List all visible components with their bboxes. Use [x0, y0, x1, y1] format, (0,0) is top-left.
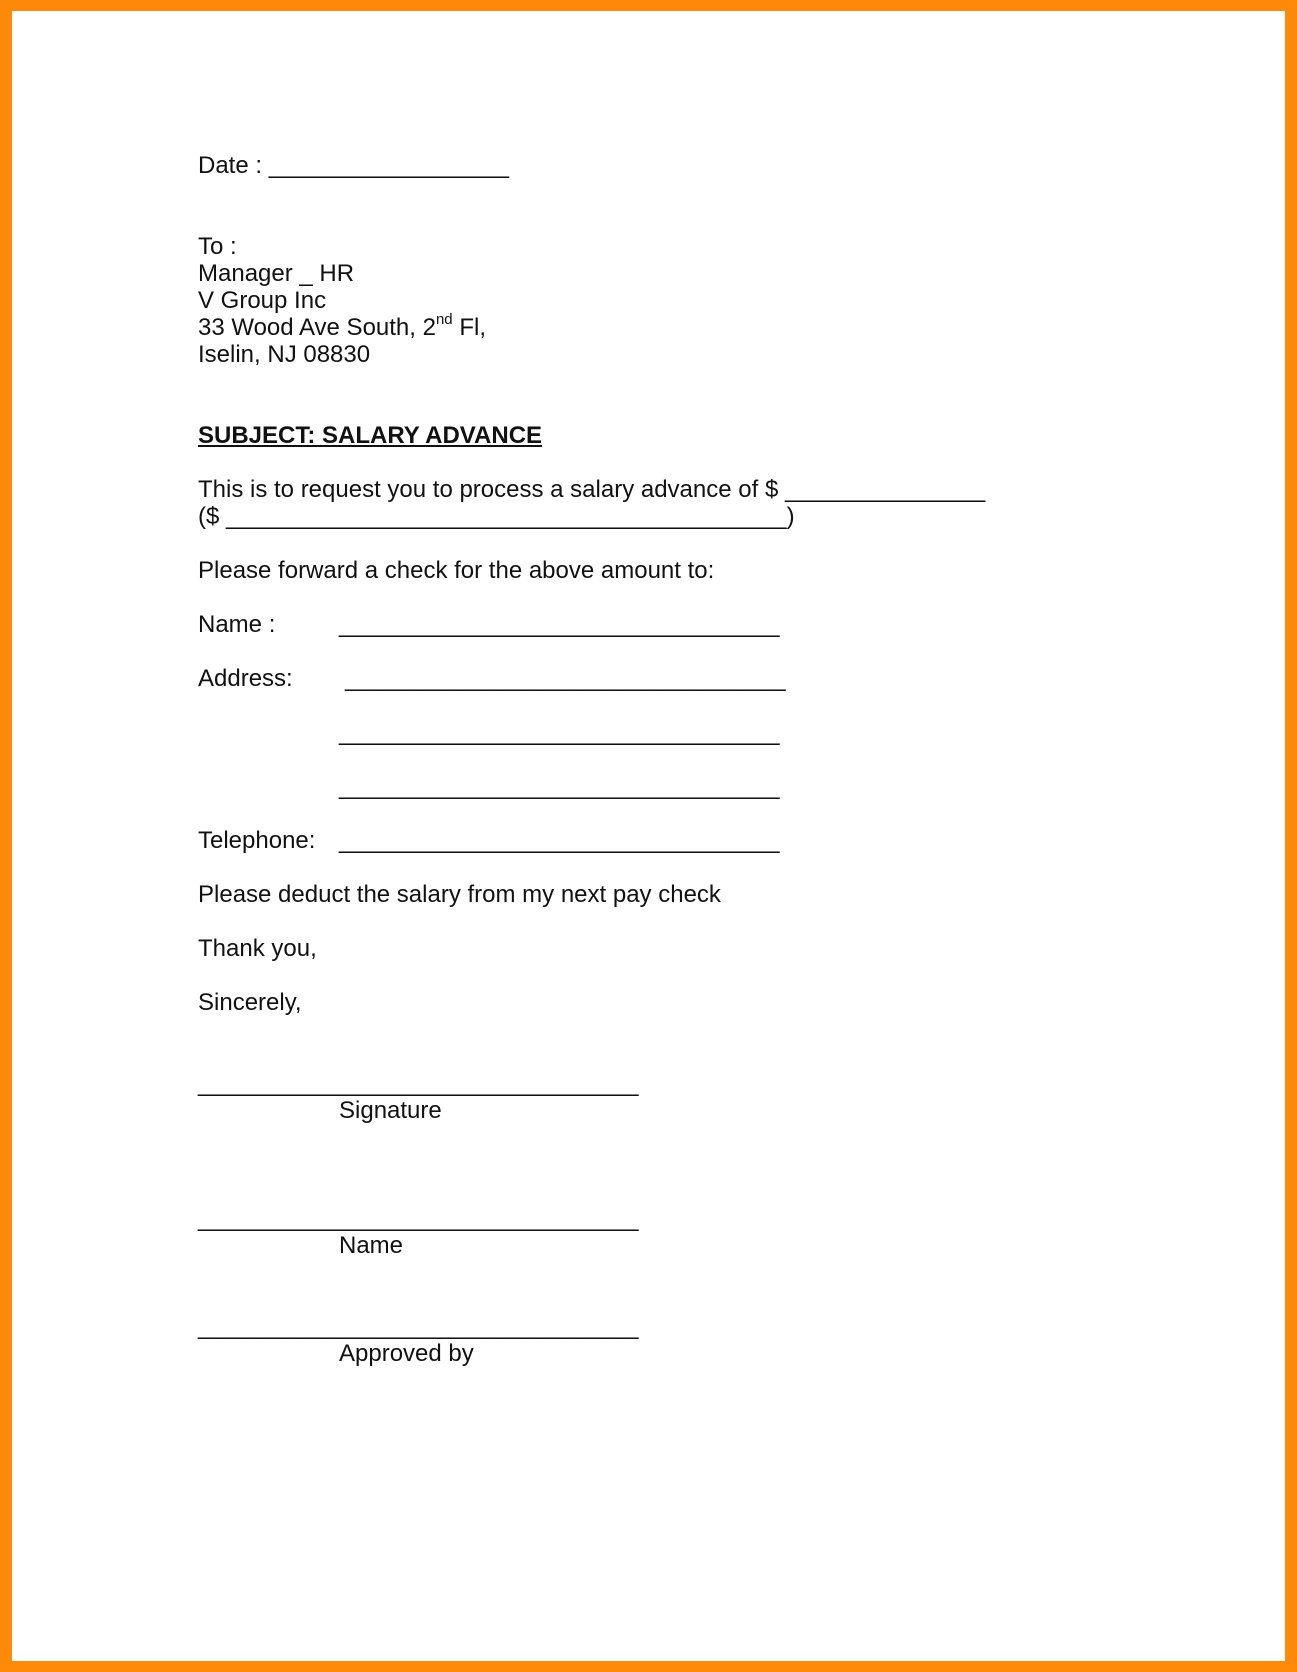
approval-blank: _________________________________ — [198, 1313, 639, 1340]
request-amount-words: ($ __________________________________________) — [198, 503, 795, 530]
address-blank-2: _________________________________ — [339, 719, 780, 746]
recipient-street — [198, 311, 486, 342]
telephone-label: Telephone: — [198, 827, 316, 854]
address-label: Address: — [198, 665, 293, 692]
approval-caption: Approved by — [339, 1340, 474, 1367]
to-label: To : — [198, 233, 237, 260]
subject-heading: SUBJECT: SALARY ADVANCE — [198, 422, 543, 449]
name-label: Name : — [198, 611, 276, 638]
ordinal-suffix: nd — [435, 311, 453, 328]
forward-instruction: Please forward a check for the above amount to: — [198, 557, 715, 584]
letter-page — [12, 11, 1285, 1661]
page-border — [12, 11, 1285, 1661]
recipient-title: Manager _ HR — [198, 260, 355, 287]
recipient-street-text: 33 Wood Ave South, 2 — [198, 314, 436, 341]
deduct-instruction: Please deduct the salary from my next pay check — [198, 881, 721, 908]
name-blank: _________________________________ — [339, 611, 780, 638]
signature-caption: Signature — [339, 1097, 442, 1124]
thank-you: Thank you, — [198, 935, 317, 962]
signature-blank: _________________________________ — [198, 1070, 639, 1097]
recipient-company: V Group Inc — [198, 287, 327, 314]
address-blank-3: _________________________________ — [339, 773, 780, 800]
closing: Sincerely, — [198, 989, 302, 1016]
recipient-street-floor: Fl, — [452, 314, 486, 341]
telephone-blank: _________________________________ — [339, 827, 780, 854]
printed-name-caption: Name — [339, 1232, 404, 1259]
recipient-city: Iselin, NJ 08830 — [198, 341, 371, 368]
printed-name-blank: _________________________________ — [198, 1205, 639, 1232]
address-blank-1: _________________________________ — [345, 665, 786, 692]
request-amount-line: This is to request you to process a salary advance of $ _______________ — [198, 476, 986, 503]
date-line: Date : __________________ — [198, 152, 509, 179]
